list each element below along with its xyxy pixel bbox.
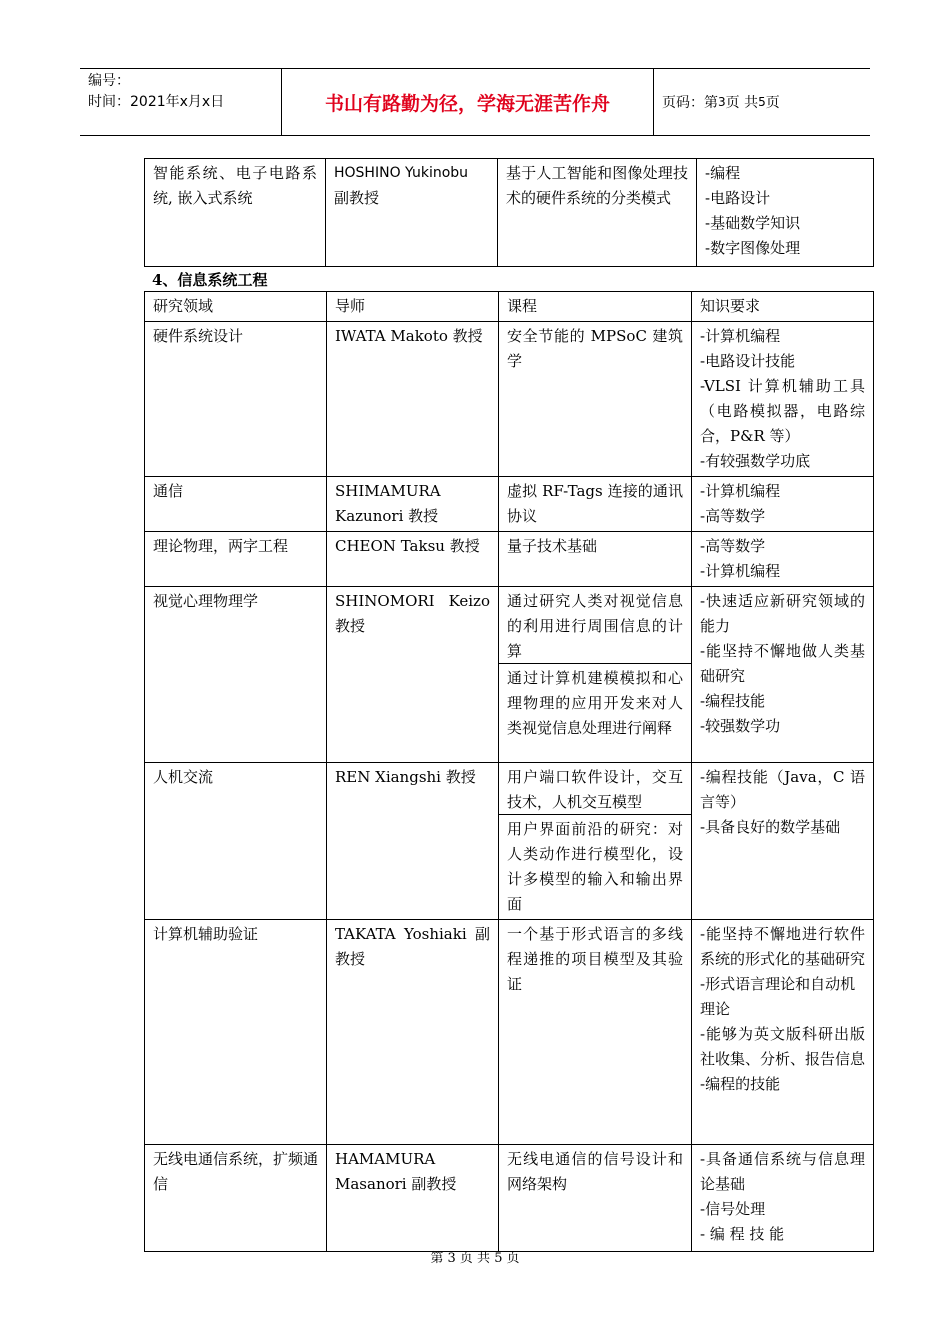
skill-item: -具备良好的数学基础 <box>700 818 841 836</box>
skill-item: -计算机编程 <box>700 562 781 580</box>
course-part: 通过研究人类对视觉信息的利用进行周围信息的计算 <box>507 592 683 660</box>
advisor-title: Masanori 副教授 <box>335 1175 457 1193</box>
skills-cell <box>697 159 874 267</box>
header-motto: 书山有路勤为径，学海无涯苦作舟 <box>282 69 654 135</box>
skill-item: -电路设计技能 <box>700 352 796 370</box>
skill-item: -高等数学 <box>700 537 766 555</box>
advisor-cell <box>326 159 498 267</box>
section-title: 4、信息系统工程 <box>152 271 268 289</box>
advisor-cell <box>327 477 499 532</box>
skills-cell <box>692 532 874 587</box>
course-cell: 无线电通信的信号设计和网络架构 <box>499 1145 692 1252</box>
field-cell: 无线电通信系统，扩频通信 <box>145 1145 327 1252</box>
header-advisor: 导师 <box>327 292 499 322</box>
advisor-cell <box>327 1145 499 1252</box>
research-table <box>144 291 874 1252</box>
field-cell: 视觉心理物理学 <box>145 587 327 763</box>
skills-cell <box>692 477 874 532</box>
skills-cell <box>692 1145 874 1252</box>
page-total: 5 <box>758 95 766 109</box>
skill-item: -能坚持不懈地进行软件系统的形式化的基础研究 <box>700 925 866 968</box>
course-cell: 安全节能的 MPSoC 建筑学 <box>499 322 692 477</box>
skill-item: -编程 <box>705 164 741 182</box>
skill-item: -基础数学知识 <box>705 214 801 232</box>
skill-item: -数字图像处理 <box>705 239 801 257</box>
skill-item: -信号处理 <box>700 1200 766 1218</box>
table-row <box>145 532 874 587</box>
course-cell: 虚拟 RF-Tags 连接的通讯协议 <box>499 477 692 532</box>
course-part: 用户界面前沿的研究：对人类动作进行模型化，设计多模型的输入和输出界面 <box>499 814 691 919</box>
advisor-title: 副教授 <box>334 189 380 207</box>
course-cell: 基于人工智能和图像处理技术的硬件系统的分类模式 <box>498 159 697 267</box>
field-cell: 理论物理，两字工程 <box>145 532 327 587</box>
skills-cell <box>692 763 874 920</box>
skill-item: -较强数学功 <box>700 717 781 735</box>
course-cell <box>499 587 692 763</box>
skill-item: -高等数学 <box>700 507 766 525</box>
skill-item: -电路设计 <box>705 189 771 207</box>
skill-item: -编程技能（Java，C 语言等） <box>700 768 865 811</box>
skill-item: -计算机编程 <box>700 482 781 500</box>
page-header <box>80 68 870 136</box>
skill-item: -编程技能 <box>700 692 766 710</box>
advisor-title: Kazunori 教授 <box>335 507 439 525</box>
table-row <box>145 159 874 267</box>
table-row <box>145 477 874 532</box>
date-label: 时间：2021年x月x日 <box>88 94 225 110</box>
field-cell: 计算机辅助验证 <box>145 920 327 1145</box>
course-cell: 量子技术基础 <box>499 532 692 587</box>
course-cell: 一个基于形式语言的多线程递推的项目模型及其验证 <box>499 920 692 1145</box>
skill-item: -有较强数学功底 <box>700 452 811 470</box>
page-footer: 第 3 页 共 5 页 <box>430 1251 520 1266</box>
skills-cell <box>692 587 874 763</box>
page-prefix: 页码：第 <box>662 95 718 111</box>
skill-item: -形式语言理论和自动机理论 <box>700 975 856 1018</box>
skill-item: -能够为英文版科研出版社收集、分析、报告信息 <box>700 1025 866 1068</box>
table-row <box>145 587 874 763</box>
skills-cell <box>692 322 874 477</box>
field-cell: 通信 <box>145 477 327 532</box>
course-part: 用户端口软件设计，交互技术，人机交互模型 <box>507 768 683 811</box>
header-page-info <box>654 69 870 135</box>
field-cell: 人机交流 <box>145 763 327 920</box>
page-mid: 页 共 <box>725 95 759 111</box>
advisor-cell: TAKATA Yoshiaki 副教授 <box>327 920 499 1145</box>
field-cell: 智能系统、电子电路系统, 嵌入式系统 <box>145 159 326 267</box>
table-row <box>145 322 874 477</box>
advisor-cell: REN Xiangshi 教授 <box>327 763 499 920</box>
skill-item: -编程的技能 <box>700 1075 781 1093</box>
header-course: 课程 <box>499 292 692 322</box>
course-part: 通过计算机建模模拟和心理物理的应用开发来对人类视觉信息处理进行阐释 <box>499 663 691 743</box>
top-continuation-table <box>144 158 874 267</box>
table-row <box>145 920 874 1145</box>
advisor-cell: CHEON Taksu 教授 <box>327 532 499 587</box>
header-skills: 知识要求 <box>692 292 874 322</box>
skill-item: -具备通信系统与信息理论基础 <box>700 1150 865 1193</box>
header-field: 研究领域 <box>145 292 327 322</box>
advisor-name: SHIMAMURA <box>335 482 441 500</box>
field-cell: 硬件系统设计 <box>145 322 327 477</box>
advisor-name: HOSHINO Yukinobu <box>334 165 469 181</box>
page-suffix: 页 <box>765 95 780 111</box>
table-row <box>145 1145 874 1252</box>
table-header-row <box>145 292 874 322</box>
skill-item: -能坚持不懈地做人类基础研究 <box>700 642 865 685</box>
skill-item: -快速适应新研究领域的能力 <box>700 592 865 635</box>
skill-item: -VLSI 计算机辅助工具（电路模拟器，电路综合，P&R 等） <box>700 377 865 445</box>
header-meta <box>80 69 282 135</box>
skill-item: - 编 程 技 能 <box>700 1225 785 1243</box>
advisor-cell: SHINOMORI Keizo 教授 <box>327 587 499 763</box>
advisor-name: HAMAMURA <box>335 1150 436 1168</box>
number-label: 编号： <box>88 73 130 89</box>
advisor-cell: IWATA Makoto 教授 <box>327 322 499 477</box>
course-cell <box>499 763 692 920</box>
skills-cell <box>692 920 874 1145</box>
table-row <box>145 763 874 920</box>
page-current: 3 <box>718 95 726 109</box>
skill-item: -计算机编程 <box>700 327 781 345</box>
